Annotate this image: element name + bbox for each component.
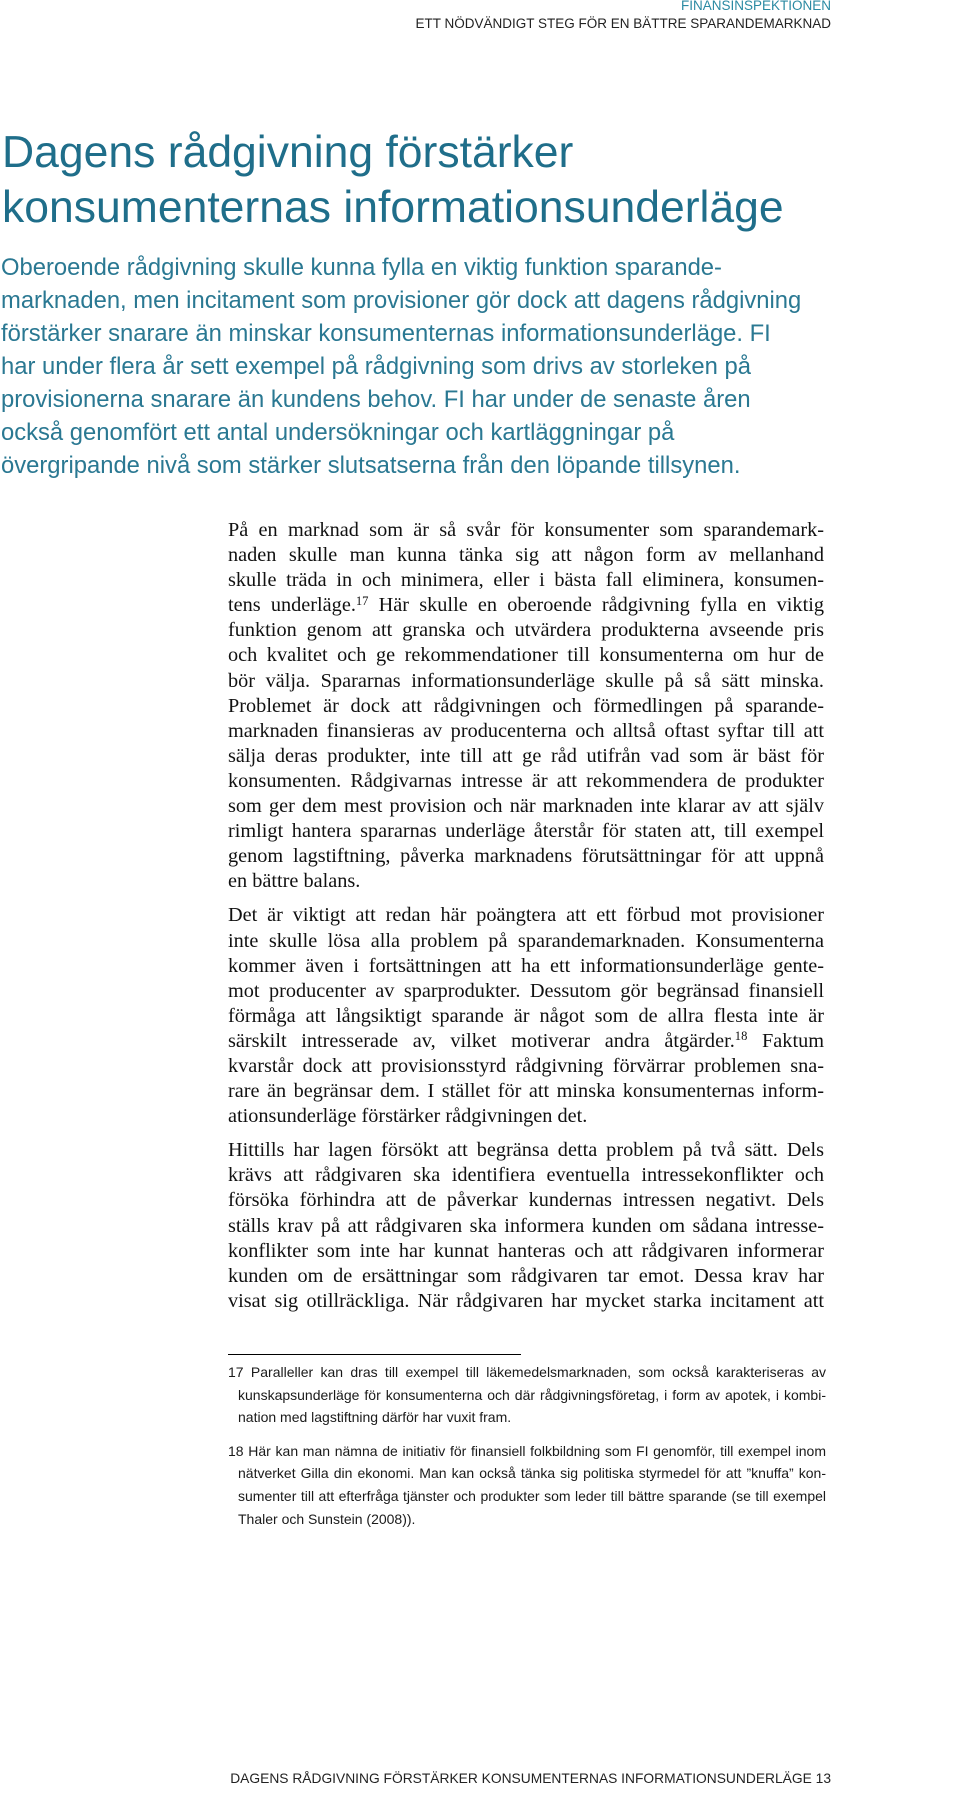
body-line: Det är viktigt att redan här poängtera att ett förbud mot provisioner	[228, 904, 824, 927]
footnote-line: kunskapsunderläge för konsumenterna och där rådgivningsföretag, i form av apotek, i kombi-	[238, 1386, 826, 1403]
running-title: DAGENS RÅDGIVNING FÖRSTÄRKER KONSUMENTERNAS INFORMATIONSUNDERLÄGE	[230, 1771, 812, 1786]
body-line: som ger dem mest provision och när marknaden inte klarar av att själv	[228, 795, 824, 818]
body-line: rimligt hantera spararnas underläge återstår för staten att, till exempel	[228, 820, 824, 843]
body-line: Problemet är dock att rådgivningen och förmedlingen på sparande-	[228, 694, 824, 717]
footnote-separator	[228, 1354, 521, 1355]
body-line-text: Faktum	[747, 1029, 824, 1052]
footnote-line: Thaler och Sunstein (2008)).	[238, 1510, 416, 1527]
lead-line: övergripande nivå som stärker slutsatserna från den löpande tillsynen.	[1, 452, 741, 479]
footnote	[228, 1361, 826, 1429]
body-line: På en marknad som är så svår för konsumenter som sparandemark-	[228, 519, 824, 541]
paragraph	[228, 518, 824, 894]
footnote-text: Paralleller kan dras till exempel till läkemedelsmarknaden, som också karakteriseras av	[250, 1364, 827, 1380]
body-line: ställs krav på att rådgivaren ska informera kunden om sådana intresse-	[228, 1214, 824, 1237]
body-line: skulle träda in och minimera, eller i bästa fall eliminera, konsumen-	[228, 569, 824, 592]
body-line: visat sig otillräckliga. När rådgivaren har mycket starka incitament att	[228, 1289, 824, 1312]
paragraph	[228, 903, 824, 1129]
body-line: inte skulle lösa alla problem på sparandemarknaden. Konsumenterna	[228, 929, 824, 952]
page-footer	[230, 1770, 831, 1788]
footnote-number: 17	[228, 1364, 244, 1380]
body-line: rare än begränsar dem. I stället för att minska konsumenternas inform-	[228, 1080, 824, 1103]
body-line: marknaden finansieras av producenterna och alltså oftast syftar till att	[228, 719, 824, 742]
paragraph	[228, 1138, 824, 1314]
body-line: kvarstår dock att provisionsstyrd rådgivning förvärrar problemen sna-	[228, 1054, 824, 1077]
footnote-ref: 18	[734, 1029, 748, 1044]
body-line: ationsunderläge förstärker rådgivningen det.	[228, 1105, 588, 1128]
body-line: konflikter som inte har kunnat hanteras och att rådgivaren informerar	[228, 1239, 824, 1262]
body-line: kommer även i fortsättningen att ha ett informationsunderläge gente-	[228, 954, 824, 977]
lead-line: förstärker snarare än minskar konsumenternas informationsunderläge. FI	[1, 320, 771, 347]
body-line: funktion genom att granska och utvärdera produkterna avseende pris	[228, 619, 824, 642]
footnote-ref: 17	[355, 593, 369, 608]
body-line	[228, 593, 824, 618]
body-line	[228, 1029, 824, 1054]
footnote-number: 18	[228, 1442, 244, 1459]
lead-line: Oberoende rådgivning skulle kunna fylla en viktig funktion sparande-	[1, 254, 722, 281]
page-title	[2, 125, 784, 235]
body-line: konsumenten. Rådgivarnas intresse är att rekommendera de produkter	[228, 769, 824, 792]
body-line: naden skulle man kunna tänka sig att någon form av mellanhand	[228, 544, 824, 567]
title-line: konsumenternas informationsunderläge	[2, 183, 784, 232]
publisher-name: FINANSINSPEKTIONEN	[680, 0, 831, 13]
lead-line: också genomfört ett antal undersökningar och kartläggningar på	[1, 419, 675, 446]
body-line: och kvalitet och ge rekommendationer till konsumenterna om hur de	[228, 644, 824, 667]
lead-line: provisionerna snarare än kundens behov. FI har under de senaste åren	[1, 386, 751, 413]
body-line: sälja deras produkter, inte till att ge råd utifrån vad som är bäst för	[228, 744, 824, 767]
body-line-text: särskilt intresserade av, vilket motiverar andra åtgärder.	[228, 1029, 735, 1052]
body-line: Hittills har lagen försökt att begränsa detta problem på två sätt. Dels	[228, 1139, 824, 1162]
footnote-text: Här kan man nämna de initiativ för finansiell folkbildning som FI genomför, till exempel inom	[248, 1442, 826, 1459]
body-line: en bättre balans.	[228, 870, 361, 893]
body-line: försöka förhindra att de påverkar kundernas intressen negativt. Dels	[228, 1189, 824, 1212]
running-header	[415, 0, 831, 33]
body-line: krävs att rådgivaren ska identifiera eventuella intressekonflikter och	[228, 1164, 824, 1187]
body-line: kunden om de ersättningar som rådgivaren tar emot. Dessa krav har	[228, 1264, 824, 1287]
footnotes	[228, 1361, 826, 1530]
body-line: bör välja. Spararnas informationsunderläge skulle på så sätt minska.	[228, 669, 824, 692]
title-line: Dagens rådgivning förstärker	[2, 128, 574, 177]
footnote-line: nätverket Gilla din ekonomi. Man kan också tänka sig politiska styrmedel för att ”knuffa” kon-	[238, 1465, 826, 1482]
footnote-line	[228, 1361, 826, 1384]
footnote	[228, 1440, 826, 1530]
body-line: mot producenter av sparprodukter. Dessutom gör begränsad finansiell	[228, 979, 824, 1002]
lead-paragraph	[1, 251, 801, 482]
body-line-text: Här skulle en oberoende rådgivning fylla en viktig	[368, 594, 824, 617]
body-text	[228, 518, 824, 1323]
body-line-text: tens underläge.	[228, 594, 356, 617]
footnote-line: nation med lagstiftning därför har vuxit fram.	[238, 1409, 512, 1426]
footnote-line: sumenter till att efterfråga tjänster och produkter som leder till bättre sparande (se till exempel	[238, 1487, 826, 1504]
footnote-line	[228, 1440, 826, 1463]
body-line: genom lagstiftning, påverka marknadens förutsättningar för att uppnå	[228, 845, 824, 868]
report-title: ETT NÖDVÄNDIGT STEG FÖR EN BÄTTRE SPARANDEMARKNAD	[415, 16, 831, 31]
lead-line: marknaden, men incitament som provisioner gör dock att dagens rådgivning	[1, 287, 802, 314]
page-number: 13	[815, 1771, 831, 1786]
body-line: förmåga att långsiktigt sparande är något som de allra flesta inte är	[228, 1004, 824, 1027]
lead-line: har under flera år sett exempel på rådgivning som drivs av storleken på	[1, 353, 751, 380]
